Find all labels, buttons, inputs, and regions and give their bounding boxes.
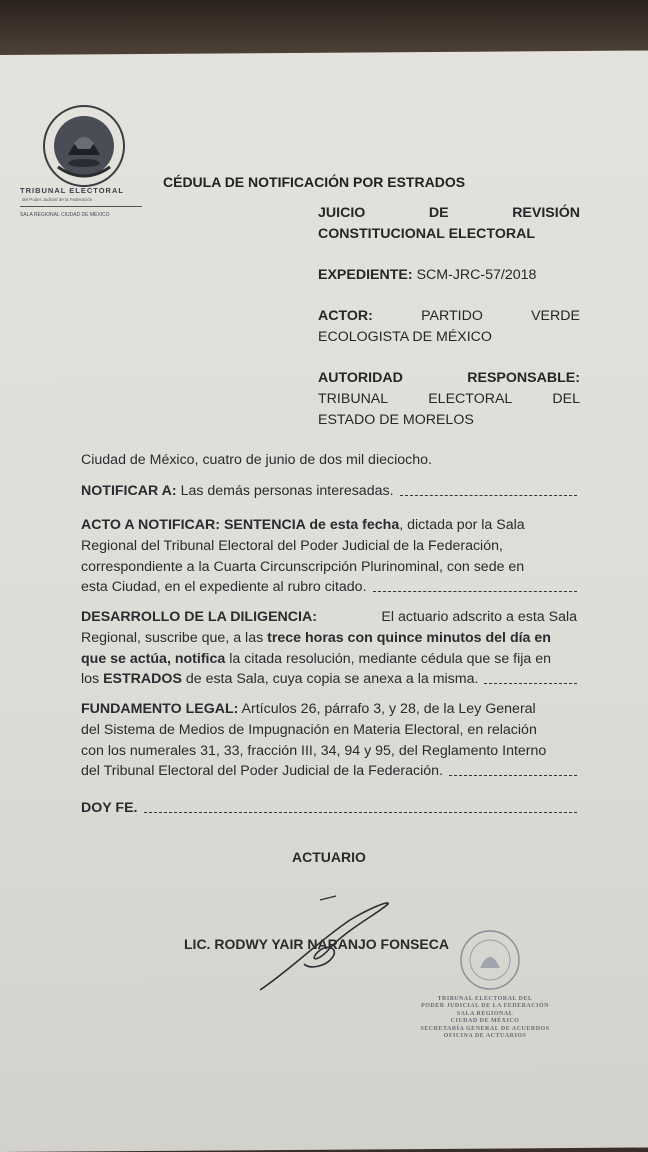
fundamento-text: Artículos 26, párrafo 3, y 28, de la Ley General	[241, 701, 536, 717]
fill-dashes	[449, 775, 577, 776]
official-seal-icon	[458, 928, 522, 992]
actor-word: PARTIDO	[421, 308, 483, 324]
acto-label: ACTO A NOTIFICAR:	[81, 517, 220, 533]
signatory-name: LIC. RODWY YAIR NARANJO FONSECA	[184, 936, 449, 952]
actor-word: VERDE	[531, 308, 580, 324]
fundamento-text: con los numerales 31, 33, fracción III, 34, 94 y 95, del Reglamento Interno	[81, 742, 547, 759]
stamp-line: TRIBUNAL ELECTORAL DEL	[437, 996, 533, 1002]
stamp-line: PODER JUDICIAL DE LA FEDERACIÓN	[421, 1003, 549, 1010]
stamp-line: SECRETARÍA GENERAL DE ACUERDOS	[420, 1025, 550, 1032]
acto-bold: SENTENCIA de esta fecha	[223, 517, 400, 533]
notificar-a	[81, 481, 577, 502]
desarrollo-bold: trece horas con quince minutos del día en	[267, 629, 551, 646]
acto-text: correspondiente a la Cuarta Circunscripción Plurinominal, con sede en	[81, 558, 525, 575]
desarrollo-text: de esta Sala, cuya copia se anexa a la misma.	[181, 671, 479, 688]
notificar-label: NOTIFICAR A:	[81, 483, 177, 499]
desarrollo-bold: ESTRADOS	[103, 671, 182, 688]
juicio-word: JUICIO	[318, 205, 366, 221]
handwritten-signature	[250, 890, 410, 1000]
juicio-line-2: CONSTITUCIONAL ELECTORAL	[318, 226, 536, 242]
autoridad-label-2: RESPONSABLE:	[467, 370, 580, 386]
autoridad-word: ELECTORAL	[428, 391, 513, 407]
actor	[318, 306, 580, 348]
date-line: Ciudad de México, cuatro de junio de dos mil dieciocho.	[81, 452, 432, 468]
fundamento-label: FUNDAMENTO LEGAL:	[81, 701, 239, 717]
acto-text: Regional del Tribunal Electoral del Poder Judicial de la Federación,	[81, 537, 503, 554]
actor-label: ACTOR:	[318, 308, 373, 324]
stamp-line: OFICINA DE ACTUARIOS	[443, 1033, 527, 1040]
fill-dashes	[484, 683, 577, 684]
fundamento-legal	[81, 699, 577, 782]
fill-dashes	[400, 495, 577, 496]
juicio-line	[318, 203, 580, 224]
actor-line-2: ECOLOGISTA DE MÉXICO	[318, 329, 492, 345]
autoridad-word: TRIBUNAL	[318, 391, 389, 407]
actuario-title: ACTUARIO	[292, 849, 366, 865]
stamp-line: SALA REGIONAL	[456, 1010, 514, 1017]
divider	[20, 206, 142, 207]
expediente	[318, 265, 580, 286]
document-title: CÉDULA DE NOTIFICACIÓN POR ESTRADOS	[163, 174, 466, 190]
notificar-text: Las demás personas interesadas.	[180, 483, 394, 499]
institution-subtitle: del Poder Judicial de la Federación	[22, 197, 93, 202]
stamp-line: CIUDAD DE MÉXICO	[450, 1018, 520, 1025]
juicio-word: DE	[428, 205, 449, 221]
desarrollo-text: El actuario adscrito a esta Sala	[381, 609, 577, 625]
autoridad-responsable	[318, 368, 580, 431]
desarrollo-bold: que se actúa, notifica	[81, 650, 226, 667]
autoridad-line-3: ESTADO DE MORELOS	[318, 412, 474, 428]
desarrollo-text: la citada resolución, mediante cédula que se fija en	[225, 650, 552, 667]
desarrollo-text: los	[81, 671, 104, 688]
autoridad-label: AUTORIDAD	[318, 370, 403, 386]
desarrollo-text: Regional, suscribe que, a las	[81, 629, 268, 646]
sala-name: SALA REGIONAL CIUDAD DE MÉXICO	[20, 212, 110, 218]
desarrollo-label: DESARROLLO DE LA DILIGENCIA:	[81, 609, 317, 625]
fill-dashes	[373, 591, 577, 592]
acto-a-notificar	[81, 515, 577, 598]
desarrollo-diligencia	[81, 607, 577, 690]
acto-text: esta Ciudad, en el expediente al rubro citado.	[81, 579, 367, 596]
fill-dashes	[144, 812, 577, 813]
institution-name: TRIBUNAL ELECTORAL	[20, 186, 124, 195]
coat-of-arms-icon	[38, 103, 130, 189]
doy-fe	[81, 798, 577, 819]
stamp-text	[400, 996, 570, 1040]
juicio-word: REVISIÓN	[512, 205, 580, 221]
doy-fe-label: DOY FE.	[81, 800, 138, 816]
expediente-value: SCM-JRC-57/2018	[416, 267, 537, 283]
acto-text: , dictada por la Sala	[399, 517, 525, 533]
expediente-label: EXPEDIENTE:	[318, 267, 413, 283]
fundamento-text: del Sistema de Medios de Impugnación en Materia Electoral, en relación	[81, 721, 537, 738]
fundamento-text: del Tribunal Electoral del Poder Judicial de la Federación.	[81, 763, 443, 780]
autoridad-word: DEL	[552, 391, 580, 407]
